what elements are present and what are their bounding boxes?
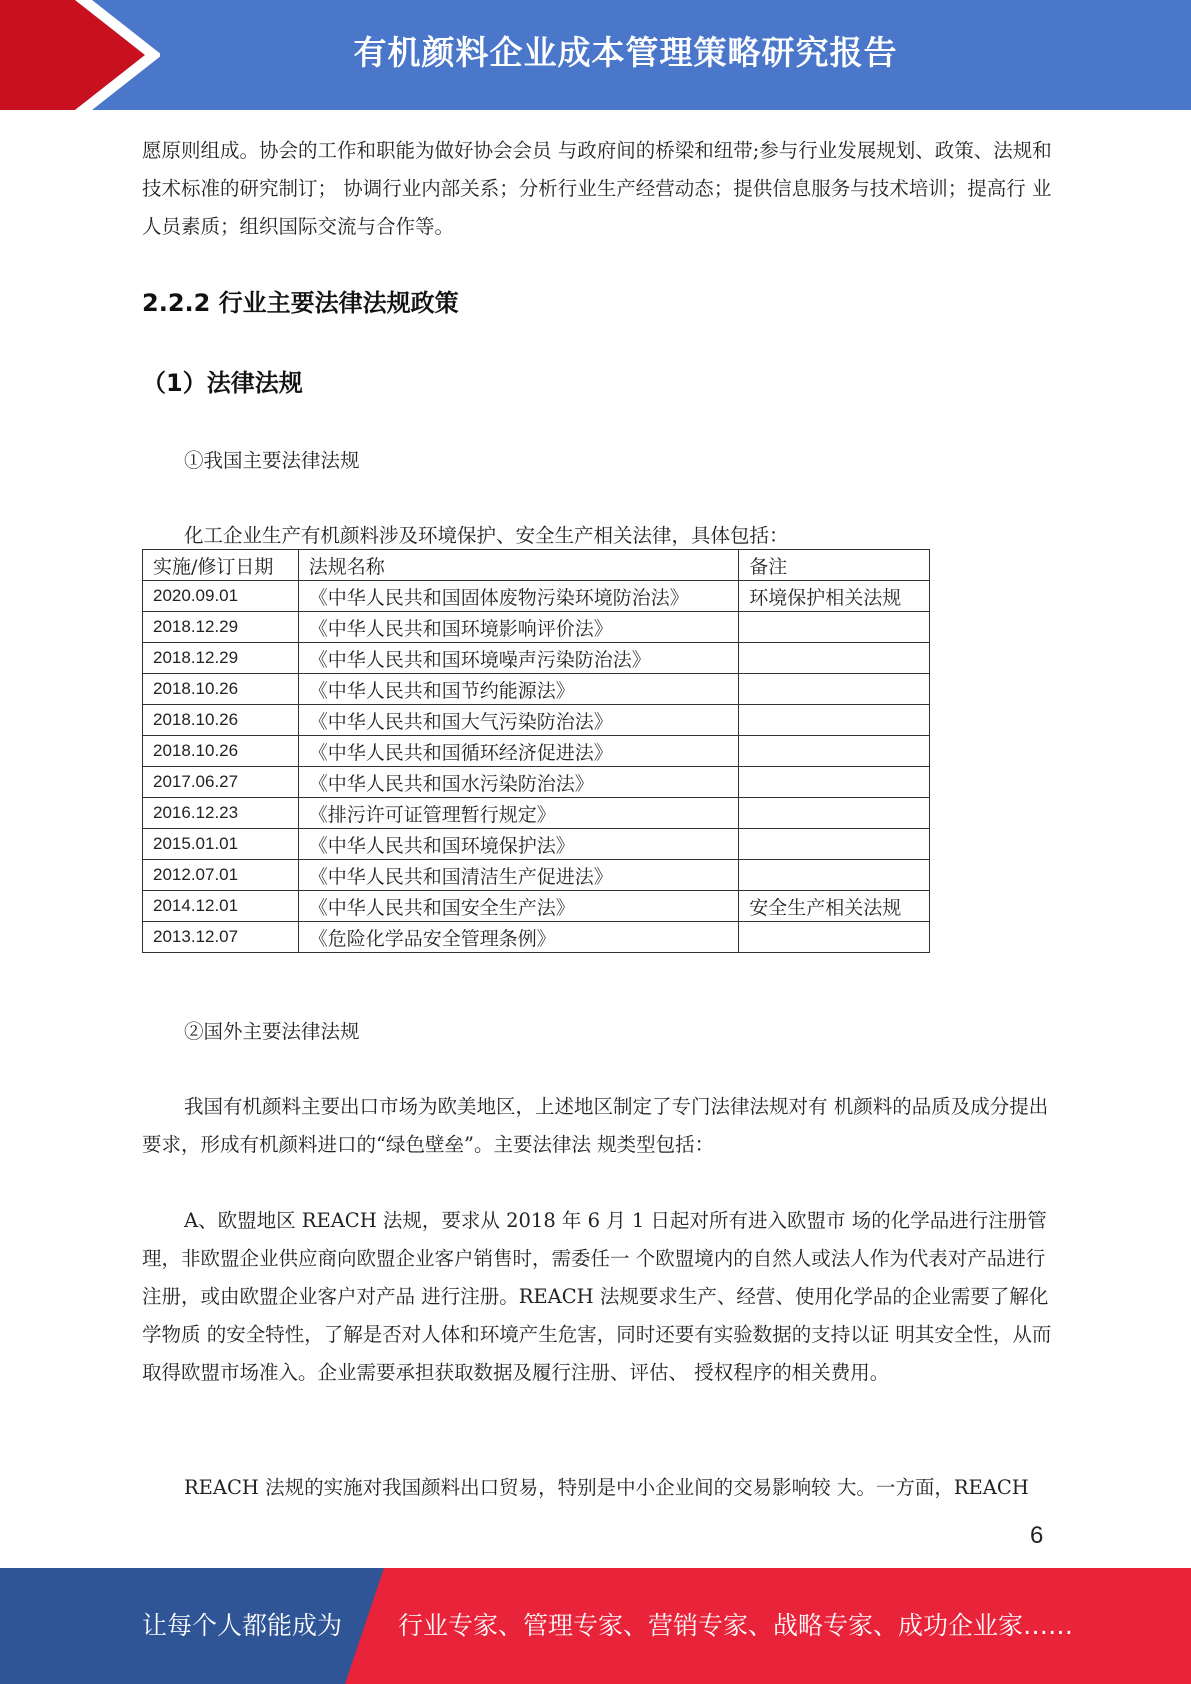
row-law-name: 《中华人民共和国清洁生产促进法》 — [298, 860, 739, 891]
row-date: 2018.10.26 — [143, 705, 299, 736]
row-law-name: 《中华人民共和国环境噪声污染防治法》 — [298, 643, 739, 674]
row-date: 2020.09.01 — [143, 581, 299, 612]
foreign-heading: ②国外主要法律法规 — [184, 1020, 360, 1043]
table-row — [143, 736, 930, 767]
table-row — [143, 922, 930, 953]
export-paragraph: 我国有机颜料主要出口市场为欧美地区，上述地区制定了专门法律法规对有 机颜料的品质及成分提出要求，形成有机颜料进口的“绿色壁垒”。主要法律法 规类型包括： — [142, 1095, 1049, 1156]
row-date: 2018.12.29 — [143, 643, 299, 674]
row-note — [739, 860, 930, 891]
row-law-name: 《中华人民共和国循环经济促进法》 — [298, 736, 739, 767]
export-block — [142, 1088, 1052, 1164]
footer-slogan-left: 让每个人都能成为 — [142, 1611, 343, 1640]
reach-paragraph: A、欧盟地区 REACH 法规，要求从 2018 年 6 月 1 日起对所有进入欧盟市 场的化学品进行注册管理，非欧盟企业供应商向欧盟企业客户销售时，需委任一 个欧盟境内的自然人或法人作为代表对产品进行注册，或由欧盟企业客户对产品 进行注册。REACH 法规要求生产、经营、使用化学品的企业需要了解化学物质 的安全特性，了解是否对人体和环境产生危害，同时还要有实验数据的支持以证 明其安全性，从而取得欧盟市场准入。企业需要承担获取数据及履行注册、评估、 授权程序的相关费用。 — [142, 1209, 1052, 1384]
impact-paragraph: REACH 法规的实施对我国颜料出口贸易，特别是中小企业间的交易影响较 大。一方面，REACH — [184, 1476, 1029, 1499]
table-row — [143, 829, 930, 860]
row-date: 2018.10.26 — [143, 736, 299, 767]
intro-paragraph: 愿原则组成。协会的工作和职能为做好协会会员 与政府间的桥梁和纽带;参与行业发展规划、政策、法规和技术标准的研究制订； 协调行业内部关系；分析行业生产经营动态；提供信息服务与技术培训；提高行 业人员素质；组织国际交流与合作等。 — [142, 139, 1052, 238]
row-note: 环境保护相关法规 — [739, 581, 930, 612]
table-row — [143, 860, 930, 891]
row-date: 2012.07.01 — [143, 860, 299, 891]
page-header — [0, 0, 1191, 110]
row-note — [739, 643, 930, 674]
row-law-name: 《排污许可证管理暂行规定》 — [298, 798, 739, 829]
sub-heading: （1）法律法规 — [142, 369, 303, 397]
laws-table — [142, 549, 930, 953]
page-number: 6 — [1030, 1522, 1044, 1549]
table-row — [143, 798, 930, 829]
footer-slogan-right: 行业专家、管理专家、营销专家、战略专家、成功企业家…… — [398, 1611, 1074, 1640]
row-note — [739, 612, 930, 643]
reach-block — [142, 1202, 1052, 1392]
header-note: 备注 — [739, 550, 930, 581]
row-law-name: 《中华人民共和国环境影响评价法》 — [298, 612, 739, 643]
row-law-name: 《中华人民共和国节约能源法》 — [298, 674, 739, 705]
table-row — [143, 674, 930, 705]
table-header-row — [143, 550, 930, 581]
row-law-name: 《危险化学品安全管理条例》 — [298, 922, 739, 953]
intro-block — [142, 132, 1052, 246]
table-row — [143, 891, 930, 922]
row-law-name: 《中华人民共和国大气污染防治法》 — [298, 705, 739, 736]
table-intro: 化工企业生产有机颜料涉及环境保护、安全生产相关法律，具体包括： — [184, 524, 789, 547]
row-law-name: 《中华人民共和国固体废物污染环境防治法》 — [298, 581, 739, 612]
table-row — [143, 705, 930, 736]
impact-block — [142, 1469, 1052, 1507]
header-name: 法规名称 — [298, 550, 739, 581]
table-row — [143, 581, 930, 612]
row-law-name: 《中华人民共和国环境保护法》 — [298, 829, 739, 860]
header-date: 实施/修订日期 — [143, 550, 299, 581]
row-law-name: 《中华人民共和国安全生产法》 — [298, 891, 739, 922]
row-date: 2018.10.26 — [143, 674, 299, 705]
row-note — [739, 705, 930, 736]
row-note — [739, 674, 930, 705]
row-date: 2016.12.23 — [143, 798, 299, 829]
row-note — [739, 829, 930, 860]
row-note — [739, 798, 930, 829]
table-row — [143, 612, 930, 643]
row-date: 2015.01.01 — [143, 829, 299, 860]
row-law-name: 《中华人民共和国水污染防治法》 — [298, 767, 739, 798]
row-note — [739, 767, 930, 798]
row-note: 安全生产相关法规 — [739, 891, 930, 922]
table-row — [143, 643, 930, 674]
row-note — [739, 922, 930, 953]
row-date: 2014.12.01 — [143, 891, 299, 922]
row-date: 2013.12.07 — [143, 922, 299, 953]
report-title: 有机颜料企业成本管理策略研究报告 — [353, 33, 898, 72]
section-heading: 2.2.2 行业主要法律法规政策 — [142, 289, 459, 317]
row-date: 2018.12.29 — [143, 612, 299, 643]
table-row — [143, 767, 930, 798]
row-date: 2017.06.27 — [143, 767, 299, 798]
row-note — [739, 736, 930, 767]
page-footer — [0, 1568, 1191, 1684]
domestic-heading: ①我国主要法律法规 — [184, 449, 360, 472]
